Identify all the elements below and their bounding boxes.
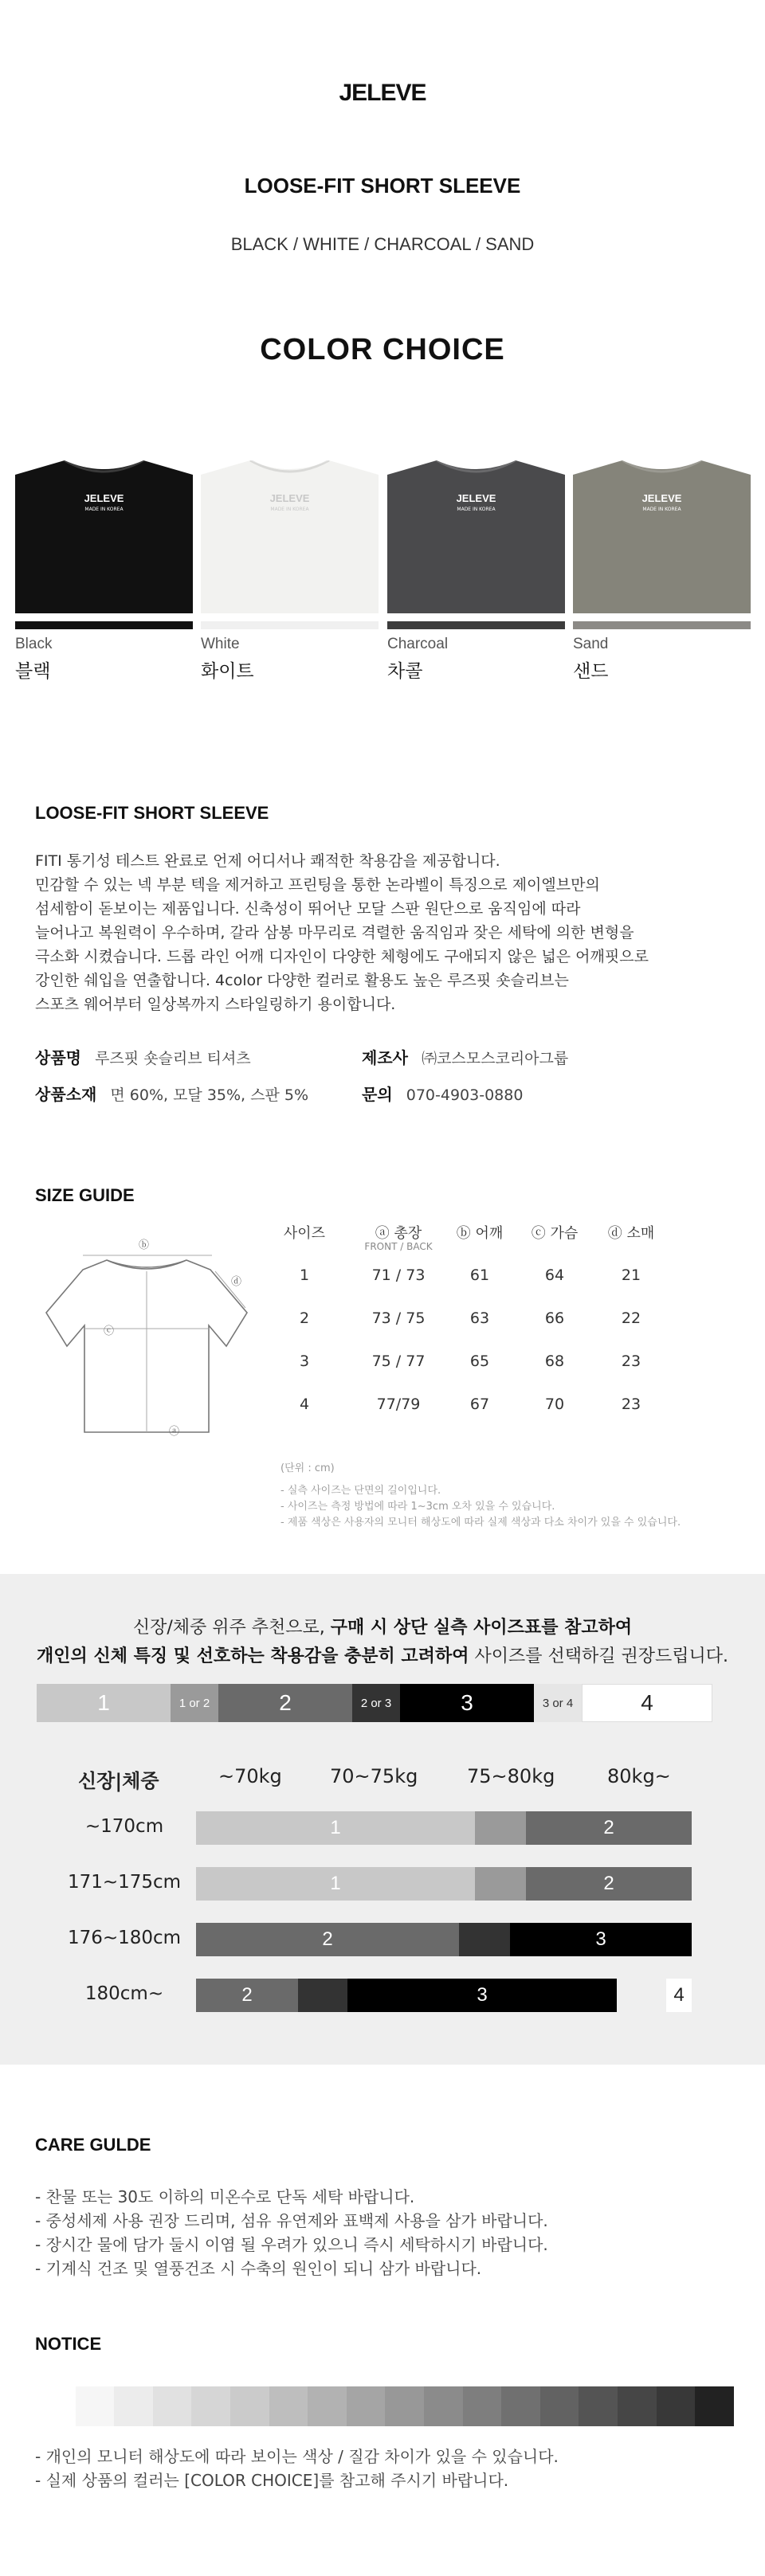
grid-bar-segment: [617, 1979, 666, 2012]
swatch-name-en: Sand: [573, 636, 609, 652]
size-cell: 21: [621, 1266, 641, 1284]
grid-bar-segment: 1: [196, 1867, 475, 1901]
swatch-bar: [573, 621, 751, 629]
tone-swatch: [385, 2386, 424, 2426]
shirt-logo: JELEVE: [269, 492, 310, 504]
size-cell: 23: [621, 1396, 641, 1413]
size-subheader: FRONT / BACK: [364, 1241, 433, 1252]
swatch-bar: [201, 621, 379, 629]
grid-row-height: ~170cm: [84, 1816, 164, 1837]
info-manufacturer: [362, 1045, 568, 1068]
tone-swatch: [540, 2386, 579, 2426]
info-value: 면 60%, 모달 35%, 스판 5%: [110, 1086, 309, 1104]
diagram-label-c: ⓒ: [104, 1325, 115, 1337]
swatch-name-ko: 화이트: [201, 661, 254, 682]
info-label: 문의: [362, 1085, 393, 1104]
grid-bar-segment: 2: [196, 1979, 298, 2012]
tone-swatch: [695, 2386, 734, 2426]
size-guide-title: SIZE GUIDE: [35, 1185, 135, 1205]
grid-row-height: 180cm~: [84, 1983, 164, 2004]
size-cell: 2: [299, 1310, 310, 1327]
grid-bar-segment: [475, 1811, 526, 1845]
info-label: 상품소재: [35, 1085, 97, 1104]
recommend-text-strong: 개인의 신체 특징 및 선호하는 착용감을 충분히 고려하여: [37, 1646, 469, 1666]
shirt-photo-black: [15, 460, 193, 613]
product-description: [35, 849, 736, 1016]
recommend-line-2: [0, 1642, 765, 1667]
product-title: LOOSE-FIT SHORT SLEEVE: [244, 174, 521, 198]
notice-line: - 개인의 모니터 해상도에 따라 보이는 색상 / 질감 차이가 있을 수 있습니다.: [35, 2447, 559, 2466]
tshirt-icon: [387, 460, 565, 613]
tone-swatch: [463, 2386, 502, 2426]
size-note: - 실측 사이즈는 단면의 길이입니다.: [280, 1485, 441, 1497]
description-line: 섬세함이 돋보이는 제품입니다. 신축성이 뛰어난 모달 스판 원단으로 움직임에 따라: [35, 900, 581, 918]
tone-swatch: [153, 2386, 192, 2426]
tone-swatch: [347, 2386, 386, 2426]
grid-bar-segment: [475, 1867, 526, 1901]
tshirt-icon: [201, 460, 379, 613]
tshirt-icon: [15, 460, 193, 613]
shirt-sublabel: MADE IN KOREA: [84, 507, 124, 512]
tone-swatch: [579, 2386, 618, 2426]
scale-segment: 3 or 4: [534, 1684, 582, 1722]
recommend-text: 사이즈를 선택하길 권장드립니다.: [469, 1646, 728, 1666]
size-cell: 73 / 75: [371, 1310, 426, 1327]
tone-swatch: [501, 2386, 540, 2426]
tshirt-outline-icon: [35, 1236, 258, 1451]
size-cell: 3: [299, 1353, 310, 1370]
swatch-name-en: Charcoal: [387, 636, 449, 652]
shirt-sublabel: MADE IN KOREA: [270, 507, 309, 512]
size-cell: 77/79: [376, 1396, 421, 1413]
size-cell: 22: [621, 1310, 641, 1327]
care-line: - 장시간 물에 담가 둘시 이염 될 우려가 있으니 즉시 세탁하시기 바랍니다.: [35, 2235, 548, 2254]
swatch-name-ko: 차콜: [387, 661, 423, 682]
info-label: 제조사: [362, 1048, 408, 1067]
size-header: 사이즈: [283, 1225, 326, 1242]
grid-bar-segment: 2: [196, 1923, 459, 1956]
scale-segment: 2: [218, 1684, 352, 1722]
swatch-name-ko: 블랙: [15, 661, 51, 682]
info-label: 상품명: [35, 1048, 81, 1067]
shirt-photo-sand: [573, 460, 751, 613]
size-cell: 68: [544, 1353, 565, 1370]
tone-swatch: [269, 2386, 308, 2426]
swatch-bar: [15, 621, 193, 629]
shirt-sublabel: MADE IN KOREA: [457, 507, 496, 512]
grid-bar-segment: [459, 1923, 510, 1956]
info-product-name: [35, 1045, 251, 1068]
info-value: ㈜코스모스코리아그룹: [422, 1050, 569, 1067]
shirt-photo-white: [201, 460, 379, 613]
colors-line: BLACK / WHITE / CHARCOAL / SAND: [230, 234, 535, 254]
info-contact: [362, 1082, 523, 1105]
size-cell: 71 / 73: [371, 1266, 426, 1284]
info-value: 070-4903-0880: [406, 1086, 524, 1104]
grid-head-weight: 80kg~: [607, 1765, 671, 1787]
recommend-text: 신장/체중 위주 추천으로,: [132, 1618, 331, 1638]
description-line: 스포츠 웨어부터 일상복까지 스타일링하기 용이합니다.: [35, 996, 396, 1013]
grid-head-weight: ~70kg: [218, 1765, 282, 1787]
info-material: [35, 1082, 308, 1105]
shirt-photo-charcoal: [387, 460, 565, 613]
grid-bar-segment: 4: [666, 1979, 692, 2012]
tone-swatch: [424, 2386, 463, 2426]
care-line: - 중성세제 사용 권장 드리며, 섬유 유연제와 표백제 사용을 삼가 바랍니다.: [35, 2211, 548, 2230]
grid-head-weight: 75~80kg: [467, 1765, 555, 1787]
description-line: 강인한 쉐입을 연출합니다. 4color 다양한 컬러로 활용도 높은 루즈핏 숏슬리브는: [35, 972, 569, 989]
grid-bar-segment: 3: [510, 1923, 692, 1956]
size-header: ⓑ 어깨: [456, 1225, 504, 1242]
size-cell: 65: [469, 1353, 490, 1370]
swatch-name-en: Black: [15, 636, 53, 652]
tone-swatch: [191, 2386, 230, 2426]
shirt-sublabel: MADE IN KOREA: [642, 507, 681, 512]
info-value: 루즈핏 숏슬리브 티셔츠: [95, 1050, 251, 1067]
tshirt-icon: [573, 460, 751, 613]
tone-swatch: [308, 2386, 347, 2426]
shirt-logo: JELEVE: [84, 492, 124, 504]
diagram-label-d: ⓓ: [231, 1276, 242, 1288]
tone-swatch: [76, 2386, 115, 2426]
diagram-label-a: ⓐ: [169, 1426, 180, 1438]
diagram-label-b: ⓑ: [139, 1239, 150, 1251]
size-cell: 4: [299, 1396, 310, 1413]
scale-segment: 4: [582, 1684, 712, 1722]
grid-bar-segment: [298, 1979, 347, 2012]
description-line: FITI 통기성 테스트 완료로 언제 어디서나 쾌적한 착용감을 제공합니다.: [35, 852, 500, 870]
description-line: 극소화 시켰습니다. 드롭 라인 어깨 디자인이 다양한 체형에도 구애되지 않은 넓은 어깨핏으로: [35, 948, 649, 965]
color-choice-title: COLOR CHOICE: [260, 333, 505, 366]
size-note: - 사이즈는 측정 방법에 따라 1~3cm 오차 있을 수 있습니다.: [280, 1501, 555, 1513]
size-notes: [280, 1483, 681, 1531]
size-header: ⓓ 소매: [607, 1225, 655, 1242]
care-title: CARE GULDE: [35, 2135, 151, 2155]
tone-swatch: [114, 2386, 153, 2426]
size-cell: 66: [544, 1310, 565, 1327]
grid-row-height: 176~180cm: [67, 1928, 182, 1948]
grid-head-label: 신장|체중: [78, 1770, 159, 1792]
grid-bar-segment: 3: [347, 1979, 617, 2012]
grid-row-height: 171~175cm: [67, 1872, 182, 1893]
recommend-line-1: [0, 1614, 765, 1638]
swatch-name-ko: 샌드: [573, 661, 609, 682]
scale-segment: 1: [37, 1684, 171, 1722]
description-line: 민감할 수 있는 넥 부분 텍을 제거하고 프린팅을 통한 논라벨이 특징으로 제이엘브만의: [35, 876, 600, 894]
description-line: 늘어나고 복원력이 우수하며, 갈라 삼봉 마무리로 격렬한 움직임과 잦은 세탁에 의한 변형을: [35, 924, 634, 942]
scale-segment: 1 or 2: [171, 1684, 218, 1722]
size-cell: 75 / 77: [371, 1353, 426, 1370]
grid-bar-segment: 2: [526, 1867, 692, 1901]
swatch-bar: [387, 621, 565, 629]
size-header: ⓐ 총장: [375, 1225, 422, 1242]
grid-head-weight: 70~75kg: [330, 1765, 418, 1787]
notice-title: NOTICE: [35, 2334, 102, 2354]
shirt-logo: JELEVE: [456, 492, 496, 504]
size-cell: 1: [299, 1266, 310, 1284]
size-cell: 70: [544, 1396, 565, 1413]
scale-segment: 3: [400, 1684, 534, 1722]
tone-swatch: [618, 2386, 657, 2426]
tone-swatch: [230, 2386, 269, 2426]
tone-swatch: [37, 2386, 76, 2426]
size-cell: 61: [469, 1266, 490, 1284]
size-cell: 63: [469, 1310, 490, 1327]
grid-bar-segment: 2: [526, 1811, 692, 1845]
size-header: ⓒ 가슴: [531, 1225, 579, 1242]
size-unit: (단위 : cm): [280, 1462, 335, 1474]
detail-title: LOOSE-FIT SHORT SLEEVE: [35, 803, 269, 823]
size-cell: 64: [544, 1266, 565, 1284]
scale-segment: 2 or 3: [352, 1684, 400, 1722]
size-cell: 23: [621, 1353, 641, 1370]
tone-swatch: [657, 2386, 696, 2426]
recommend-text-strong: 구매 시 상단 실측 사이즈표를 참고하여: [330, 1618, 633, 1638]
shirt-logo: JELEVE: [641, 492, 682, 504]
size-note: - 제품 색상은 사용자의 모니터 해상도에 따라 실제 색상과 다소 차이가 있을 수 있습니다.: [280, 1517, 681, 1529]
swatch-name-en: White: [201, 636, 240, 652]
size-cell: 67: [469, 1396, 490, 1413]
brand-logo: JELEVE: [339, 80, 426, 106]
notice-line: - 실제 상품의 컬러는 [COLOR CHOICE]를 참고해 주시기 바랍니다.: [35, 2471, 509, 2490]
care-line: - 찬물 또는 30도 이하의 미온수로 단독 세탁 바랍니다.: [35, 2187, 415, 2206]
shirt-measure-diagram: [35, 1236, 258, 1451]
care-line: - 기계식 건조 및 열풍건조 시 수축의 원인이 되니 삼가 바랍니다.: [35, 2259, 482, 2278]
grid-bar-segment: 1: [196, 1811, 475, 1845]
